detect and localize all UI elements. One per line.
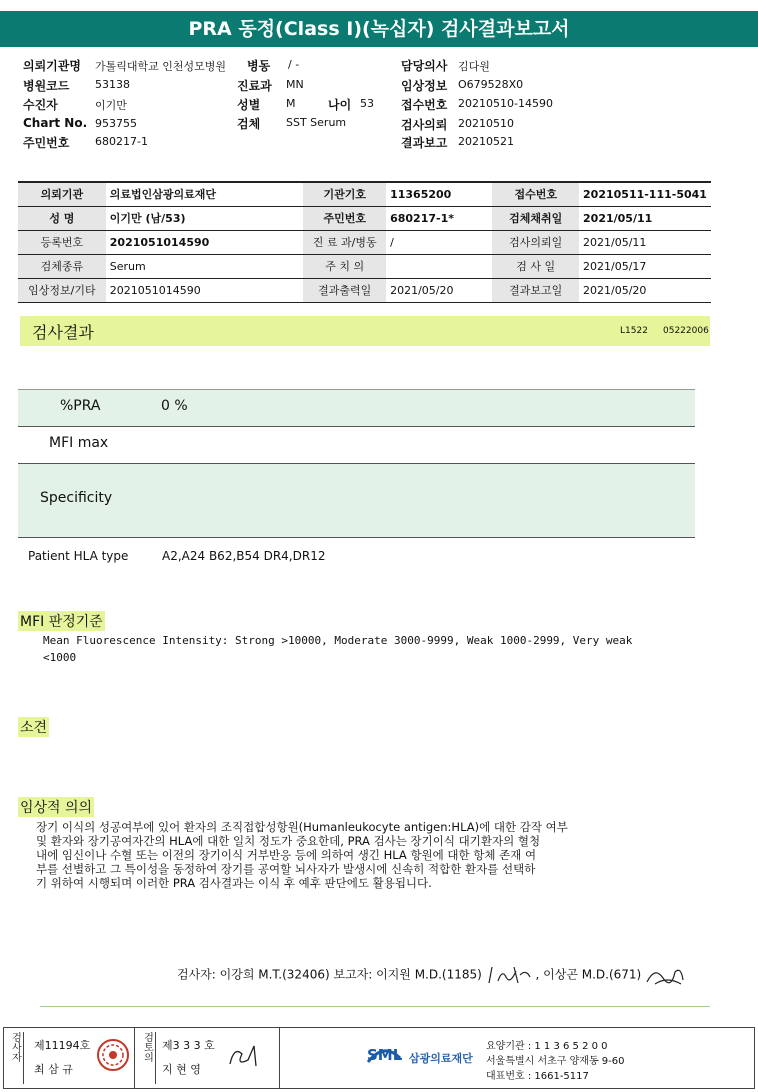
table-cell: 검체채취일 [492, 206, 579, 230]
table-row [18, 206, 711, 230]
receipt: 20210510-14590 [458, 97, 553, 110]
dept-label: 진료과 [237, 79, 272, 93]
reviewer-vertical-label [138, 1032, 156, 1084]
patient-label: 수진자 [23, 98, 58, 112]
clinical-line: 내에 임신이나 수혈 또는 이전의 장기이식 거부반응 등에 의하여 생긴 HLA 항원에 대한 항체 존재 여 [36, 848, 537, 862]
org-code: 요양기관 : 1 1 3 6 5 2 0 0 [486, 1041, 608, 1052]
table-cell: 결과출력일 [303, 278, 386, 302]
table-cell: 2021/05/11 [583, 235, 647, 249]
requesting-org-label: 의뢰기관명 [23, 59, 81, 73]
examiner-vertical-text: 검사자 [9, 1032, 21, 1062]
cert-2: 제3 3 3 호 [162, 1039, 215, 1052]
table-cell: 이기만 (남/53) [109, 212, 186, 225]
requesting-org: 가톨릭대학교 인천성모병원 [95, 60, 227, 73]
signature-line [177, 962, 685, 988]
table-cell: 등록번호 [18, 230, 106, 254]
table-cell: 680217-1* [390, 211, 454, 225]
specificity-label: Specificity [40, 490, 113, 506]
report-label: 결과보고 [401, 136, 448, 150]
request: 20210510 [458, 117, 514, 130]
report-title: PRA 동정(Class I)(녹십자) 검사결과보고서 [0, 11, 758, 47]
ward-label: 병동 [247, 59, 271, 73]
specimen-label: 검체 [237, 117, 261, 131]
table-cell [386, 254, 492, 278]
chart: 953755 [95, 117, 137, 130]
table-row [18, 254, 711, 278]
examiner-sign: 검사자: 이강희 M.T.(32406) [177, 967, 330, 982]
org-address: 서울특별시 서초구 양재동 9-60 [486, 1056, 625, 1067]
results-code-1: L1522 [620, 326, 648, 336]
handwritten-signature [486, 963, 532, 987]
table-cell: 의뢰기관 [18, 182, 106, 206]
rrn-label: 주민번호 [23, 136, 70, 150]
reviewer-vertical-text: 검토의 [141, 1032, 153, 1062]
hla-label: Patient HLA type [28, 549, 129, 563]
table-cell: Serum [109, 259, 146, 273]
org-phone: 대표번호 : 1661-5117 [486, 1071, 589, 1082]
table-cell: 2021051014590 [109, 235, 210, 249]
clinical-info: O679528X0 [458, 78, 524, 91]
pra-row [18, 389, 695, 426]
request-label: 검사의뢰 [401, 118, 448, 132]
results-heading-bar [20, 316, 710, 346]
mfi-criteria-heading: MFI 판정기준 [18, 611, 105, 631]
divider [279, 1028, 280, 1088]
clinical-text [36, 820, 568, 890]
table-cell: 기관기호 [303, 182, 386, 206]
table-cell: 의료법인삼광의료재단 [109, 188, 217, 202]
table-cell: 검 사 일 [492, 254, 579, 278]
reporter-sign: 보고자: 이지원 M.D.(1185) [333, 967, 482, 982]
mfi-criteria-line1: Mean Fluorescence Intensity: Strong >10000, Moderate 3000-9999, Weak 1000-2999, Very weak [43, 634, 633, 647]
opinion-heading: 소견 [18, 717, 49, 737]
examiner-vertical-label [6, 1032, 24, 1084]
table-cell: 2021/05/20 [583, 283, 647, 297]
table-cell: 결과보고일 [492, 278, 579, 302]
green-divider [40, 1006, 710, 1007]
table-cell: 임상정보/기타 [18, 278, 106, 302]
attending-label: 담당의사 [401, 59, 448, 73]
clinical-line: 부를 선별하고 그 특이성을 동정하여 장기를 공여할 뇌사자가 발생시에 신속히 적합한 환자를 선택하 [36, 862, 536, 876]
pra-label: %PRA [60, 398, 101, 414]
table-cell: 2021/05/17 [583, 259, 647, 273]
table-cell: 검사의뢰일 [492, 230, 579, 254]
results-code-2: 05222006 [663, 326, 709, 336]
handwritten-signature [226, 1040, 262, 1074]
table-cell: / [390, 235, 394, 249]
table-row [18, 278, 711, 302]
rrn: 680217-1 [95, 135, 148, 148]
table-cell: 검체종류 [18, 254, 106, 278]
table-row [18, 182, 711, 206]
sml-logo-text: SML [367, 1046, 403, 1064]
age-label: 나이 [328, 98, 352, 112]
divider [18, 426, 695, 427]
attending: 김다원 [458, 60, 490, 73]
results-heading: 검사결과 [32, 323, 94, 342]
info-table [18, 181, 711, 303]
org-name: 삼광의료재단 [409, 1052, 473, 1065]
footer-box [3, 1027, 755, 1089]
table-cell: 주 치 의 [303, 254, 386, 278]
hospital-code: 53138 [95, 78, 130, 91]
clinical-line: 및 환자와 장기공여자간의 HLA에 대한 일치 정도가 중요한데, PRA 검사는 장기이식 대기환자의 혈청 [36, 834, 541, 848]
clinical-line: 기 위하여 시행되며 이러한 PRA 검사결과는 이식 후 예후 판단에도 활용됩니다. [36, 876, 432, 890]
table-cell: 2021/05/11 [583, 211, 653, 225]
table-cell: 2021/05/20 [390, 283, 454, 297]
table-row [18, 230, 711, 254]
hla-value: A2,A24 B62,B54 DR4,DR12 [162, 549, 326, 563]
divider [18, 537, 695, 538]
mfi-criteria-line2: <1000 [43, 651, 77, 664]
specificity-row [18, 464, 695, 537]
hospital-code-label: 병원코드 [23, 79, 70, 93]
clinical-info-label: 임상정보 [401, 79, 448, 93]
pra-value: 0 % [161, 398, 188, 414]
table-cell: 접수번호 [492, 182, 579, 206]
table-cell: 20210511-111-5041 [583, 187, 707, 201]
report: 20210521 [458, 135, 514, 148]
table-cell: 주민번호 [303, 206, 386, 230]
specimen: SST Serum [286, 116, 347, 129]
patient: 이기만 [95, 99, 127, 112]
clinical-heading: 임상적 의의 [18, 797, 94, 817]
mfi-max-label: MFI max [49, 435, 109, 451]
divider [134, 1028, 135, 1088]
table-cell: 성 명 [18, 206, 106, 230]
ward: / - [288, 58, 300, 71]
age: 53 [360, 97, 374, 110]
table-cell: 2021051014590 [109, 283, 201, 297]
dept: MN [286, 78, 304, 91]
seal-icon [96, 1038, 130, 1072]
name-2: 지 현 영 [162, 1063, 201, 1076]
table-cell: 11365200 [390, 187, 452, 201]
table-cell: 진 료 과/병동 [303, 230, 386, 254]
sex-label: 성별 [237, 98, 261, 112]
chart-label: Chart No. [23, 116, 88, 130]
handwritten-signature [645, 962, 685, 988]
sex: M [286, 97, 296, 110]
clinical-line: 장기 이식의 성공여부에 있어 환자의 조직접합성항원(Humanleukocyte antigen:HLA)에 대한 감작 여부 [36, 820, 568, 834]
name-1: 최 삼 규 [34, 1063, 73, 1076]
cert-1: 제11194호 [34, 1039, 91, 1052]
receipt-label: 접수번호 [401, 98, 448, 112]
third-sign: , 이상곤 M.D.(671) [535, 967, 642, 982]
